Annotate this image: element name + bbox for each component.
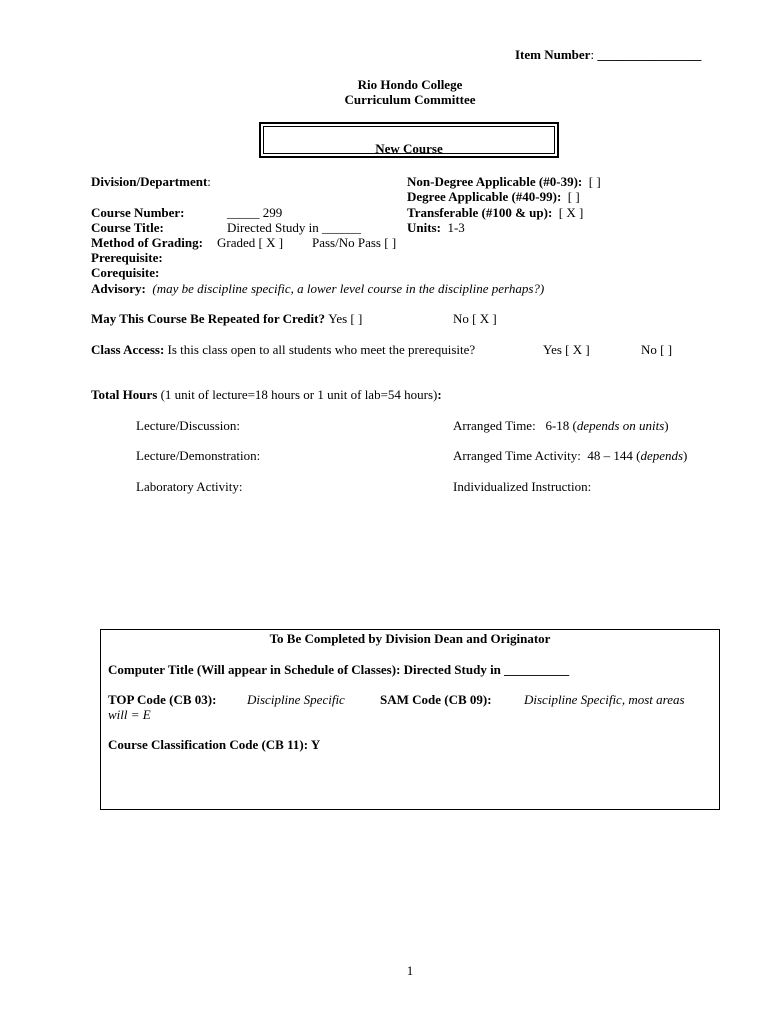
- total-hours-note: (1 unit of lecture=18 hours or 1 unit of lab=54 hours): [160, 387, 438, 402]
- grading-label: Method of Grading:: [91, 235, 203, 250]
- individualized-instruction: Individualized Instruction:: [453, 479, 592, 494]
- college-name: Rio Hondo College: [357, 77, 463, 92]
- sam-code-value: Discipline Specific, most areas: [524, 692, 685, 707]
- page-title: New Course: [375, 141, 443, 156]
- advisory: [91, 281, 544, 296]
- sam-code-value-cont: will = E: [108, 707, 151, 722]
- top-code-value: Discipline Specific: [247, 692, 345, 707]
- repeat-yes: Yes [ ]: [328, 311, 363, 326]
- arranged-time: Arranged Time: 6-18 (depends on units): [453, 418, 669, 433]
- course-classification: Course Classification Code (CB 11): Y: [108, 737, 321, 752]
- advisory-label: Advisory:: [91, 281, 146, 296]
- arranged-time-activity: Arranged Time Activity: 48 – 144 (depends): [453, 448, 688, 463]
- total-hours-label: Total Hours: [91, 387, 158, 402]
- division-label: Division/Department: [91, 174, 208, 189]
- class-access-yes: Yes [ X ]: [543, 342, 590, 357]
- repeat-no: No [ X ]: [453, 311, 497, 326]
- course-number-value: _____ 299: [227, 205, 283, 220]
- repeat-for-credit: [91, 311, 362, 326]
- corequisite-label: Corequisite:: [91, 265, 160, 280]
- course-number-label: Course Number:: [91, 205, 185, 220]
- page-number: 1: [406, 963, 414, 978]
- total-hours: Total Hours (1 unit of lecture=18 hours or 1 unit of lab=54 hours):: [91, 387, 442, 402]
- committee-name: Curriculum Committee: [344, 92, 476, 107]
- sam-code-label: SAM Code (CB 09):: [380, 692, 492, 707]
- advisory-value: (may be discipline specific, a lower level course in the discipline perhaps?): [152, 281, 545, 296]
- item-number-label: Item Number: [515, 47, 591, 62]
- grading-pass-no-pass: Pass/No Pass [ ]: [312, 235, 397, 250]
- dean-box-title: To Be Completed by Division Dean and Originator: [269, 631, 551, 646]
- top-code-label: TOP Code (CB 03):: [108, 692, 217, 707]
- transferable: Transferable (#100 & up): [ X ]: [407, 205, 584, 220]
- prerequisite-label: Prerequisite:: [91, 250, 163, 265]
- non-degree-applicable: Non-Degree Applicable (#0-39): [ ]: [407, 174, 601, 189]
- class-access-no: No [ ]: [641, 342, 673, 357]
- repeat-label: May This Course Be Repeated for Credit?: [91, 311, 325, 326]
- degree-applicable: Degree Applicable (#40-99): [ ]: [407, 189, 580, 204]
- item-number: Item Number: ________________: [515, 47, 702, 62]
- class-access-question: Is this class open to all students who meet the prerequisite?: [167, 342, 476, 357]
- course-title-label: Course Title:: [91, 220, 164, 235]
- item-number-blank: ________________: [597, 47, 702, 62]
- lecture-demonstration: Lecture/Demonstration:: [136, 448, 261, 463]
- lecture-discussion: Lecture/Discussion:: [136, 418, 240, 433]
- class-access: [91, 342, 475, 357]
- computer-title: Computer Title (Will appear in Schedule of Classes): Directed Study in __________: [108, 662, 570, 677]
- grading-graded: Graded [ X ]: [217, 235, 284, 250]
- units: Units: 1-3: [407, 220, 465, 235]
- dean-originator-box: [100, 629, 720, 810]
- class-access-label: Class Access:: [91, 342, 165, 357]
- course-title-value: Directed Study in ______: [227, 220, 361, 235]
- laboratory-activity: Laboratory Activity:: [136, 479, 243, 494]
- division-department: Division/Department:: [91, 174, 211, 189]
